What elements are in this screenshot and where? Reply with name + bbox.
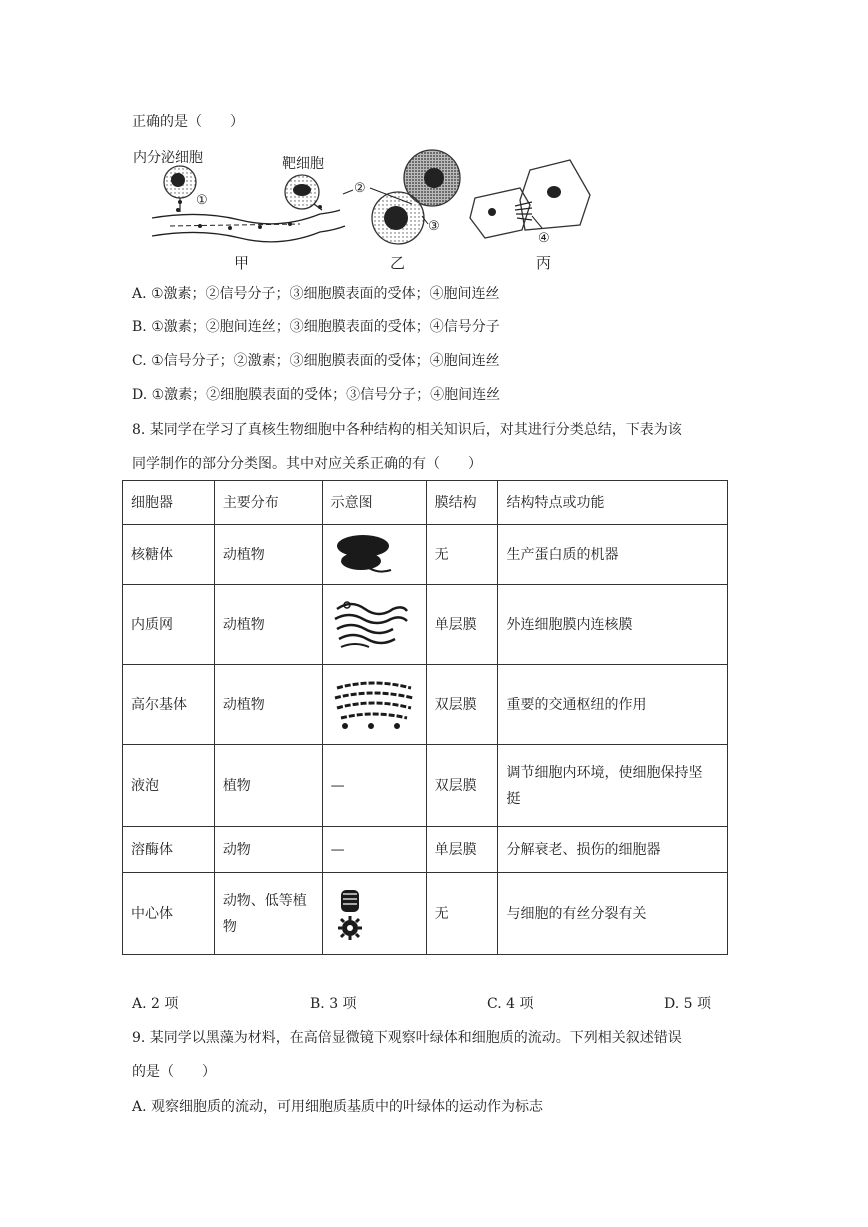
golgi-image <box>322 665 426 745</box>
organelle-distribution: 动植物 <box>214 665 322 745</box>
membrane-structure: 无 <box>426 525 498 585</box>
diagram-dash: — <box>322 745 426 827</box>
q8-option-b: B. 3 项 <box>310 996 357 1012</box>
organelle-name: 核糖体 <box>123 525 215 585</box>
cell-communication-figure <box>130 140 600 280</box>
q8-option-d: D. 5 项 <box>664 996 711 1012</box>
organelle-distribution <box>214 873 322 955</box>
target-nucleus <box>293 184 311 196</box>
organelle-function: 与细胞的有丝分裂有关 <box>498 873 728 955</box>
organelle-function: 重要的交通枢纽的作用 <box>498 665 728 745</box>
q8-option-c: C. 4 项 <box>487 996 534 1012</box>
panel-label-yi: 乙 <box>390 254 406 272</box>
marker-1: ① <box>196 193 208 208</box>
organelle-distribution: 动植物 <box>214 525 322 585</box>
function-line-1: 调节细胞内环境，使细胞保持坚 <box>506 764 703 781</box>
q8-stem-line1: 8. 某同学在学习了真核生物细胞中各种结构的相关知识后，对其进行分类总结，下表为该 <box>132 422 682 438</box>
organelle-distribution: 植物 <box>214 745 322 827</box>
q7-option-a: A. ①激素；②信号分子；③细胞膜表面的受体；④胞间连丝 <box>132 286 500 302</box>
organelle-function <box>498 745 728 827</box>
organelle-function: 生产蛋白质的机器 <box>498 525 728 585</box>
table-header: 主要分布 <box>214 481 322 525</box>
marker-3: ③ <box>428 219 440 234</box>
panel-label-bing: 丙 <box>536 254 552 272</box>
panel-label-jia: 甲 <box>234 254 250 272</box>
table-row <box>123 873 728 955</box>
table-header-row <box>123 481 728 525</box>
table-header: 结构特点或功能 <box>498 481 728 525</box>
organelle-name: 高尔基体 <box>123 665 215 745</box>
table-header: 示意图 <box>322 481 426 525</box>
q9-option-a: A. 观察细胞质的流动，可用细胞质基质中的叶绿体的运动作为标志 <box>132 1099 544 1115</box>
organelle-function: 外连细胞膜内连核膜 <box>498 585 728 665</box>
marker-2: ② <box>354 181 366 196</box>
organelle-function: 分解衰老、损伤的细胞器 <box>498 827 728 873</box>
organelle-table <box>122 480 728 955</box>
membrane-structure: 双层膜 <box>426 665 498 745</box>
q7-option-d: D. ①激素；②细胞膜表面的受体；③信号分子；④胞间连丝 <box>132 387 501 403</box>
marker-4: ④ <box>538 231 550 246</box>
label-endocrine-cell: 内分泌细胞 <box>133 150 203 166</box>
q7-option-c: C. ①信号分子；②激素；③细胞膜表面的受体；④胞间连丝 <box>132 353 500 369</box>
centrosome-image <box>322 873 426 955</box>
table-row <box>123 525 728 585</box>
table-row <box>123 827 728 873</box>
endocrine-nucleus <box>171 173 185 187</box>
organelle-name: 内质网 <box>123 585 215 665</box>
table-row <box>123 745 728 827</box>
membrane-structure: 无 <box>426 873 498 955</box>
distribution-line-2: 物 <box>222 918 237 935</box>
q8-stem-line2: 同学制作的部分分类图。其中对应关系正确的有（ ） <box>132 456 482 472</box>
function-line-2: 挺 <box>506 790 521 807</box>
organelle-distribution: 动植物 <box>214 585 322 665</box>
organelle-name: 溶酶体 <box>123 827 215 873</box>
q9-stem-line2: 的是（ ） <box>132 1064 216 1080</box>
vessel-top-wall <box>152 210 340 224</box>
membrane-structure: 单层膜 <box>426 585 498 665</box>
table-header: 膜结构 <box>426 481 498 525</box>
q7-option-b: B. ①激素；②胞间连丝；③细胞膜表面的受体；④信号分子 <box>132 319 500 335</box>
ribosome-image <box>322 525 426 585</box>
q7-stem-tail: 正确的是（ ） <box>132 114 244 130</box>
organelle-distribution: 动物 <box>214 827 322 873</box>
organelle-name: 中心体 <box>123 873 215 955</box>
er-image <box>322 585 426 665</box>
distribution-line-1: 动物、低等植 <box>222 892 307 909</box>
table-row <box>123 665 728 745</box>
signal-cell-nucleus <box>424 168 444 188</box>
receiving-cell-nucleus <box>384 206 408 230</box>
vessel-bottom-wall <box>152 226 345 242</box>
membrane-structure: 双层膜 <box>426 745 498 827</box>
diagram-dash: — <box>322 827 426 873</box>
table-row <box>123 585 728 665</box>
organelle-name: 液泡 <box>123 745 215 827</box>
label-target-cell: 靶细胞 <box>282 156 324 172</box>
table-header: 细胞器 <box>123 481 215 525</box>
q8-option-a: A. 2 项 <box>132 996 179 1012</box>
membrane-structure: 单层膜 <box>426 827 498 873</box>
q9-stem-line1: 9. 某同学以黑藻为材料，在高倍显微镜下观察叶绿体和细胞质的流动。下列相关叙述错误 <box>132 1030 682 1046</box>
